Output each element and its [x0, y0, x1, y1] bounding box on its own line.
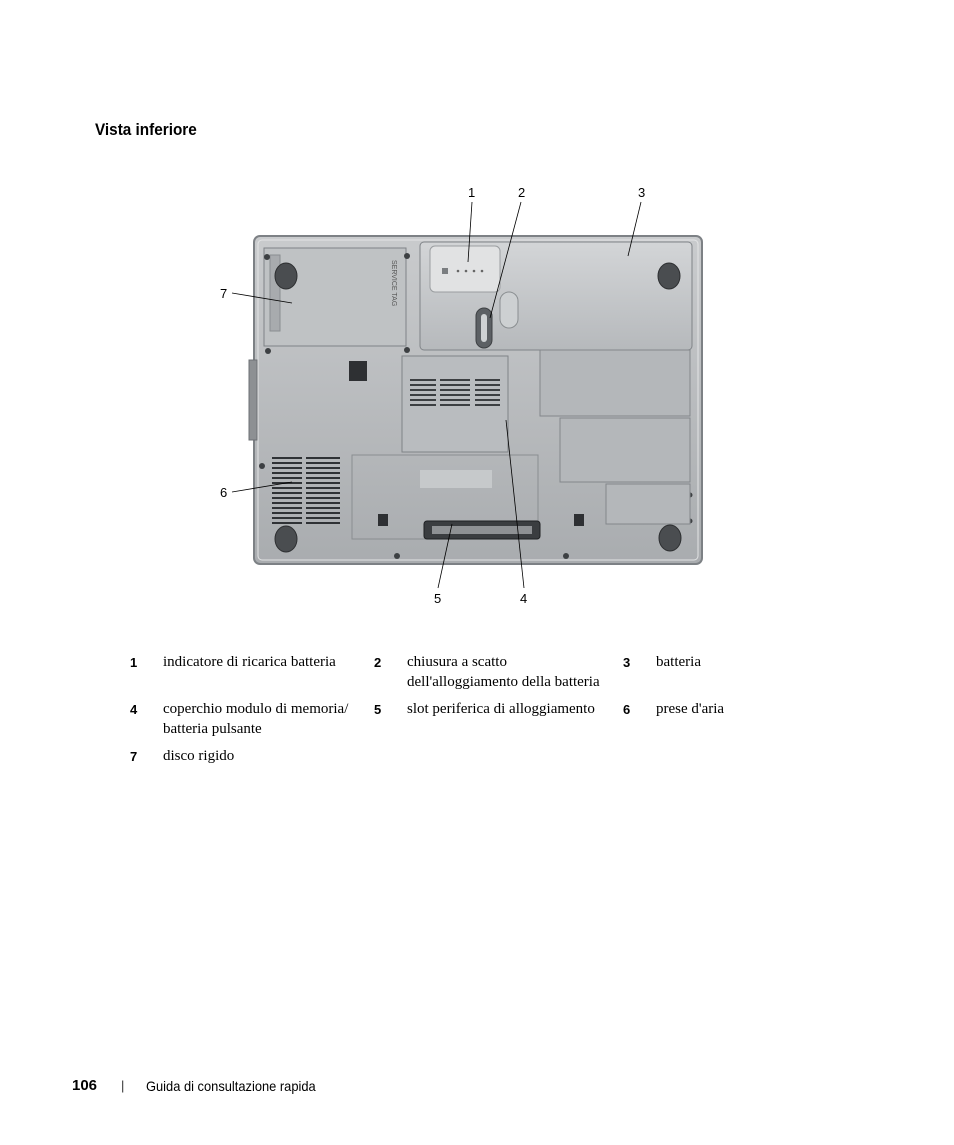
legend-number: 2 [374, 655, 382, 670]
dock-guide-right [574, 514, 584, 526]
legend-number: 3 [623, 655, 631, 670]
legend-row [130, 652, 770, 699]
legend-text: slot periferica di alloggiamento [407, 701, 595, 717]
page-number: 106 [72, 1077, 98, 1094]
legend-text: batteria [656, 654, 701, 670]
legend-number: 6 [623, 702, 631, 717]
callout-1: 1 [468, 185, 476, 200]
memory-module-cover [402, 356, 508, 452]
callout-6: 6 [220, 485, 228, 500]
service-tag-label: SERVICE TAG [390, 260, 397, 307]
footer-separator: | [121, 1078, 125, 1093]
battery [420, 242, 692, 350]
legend-text: indicatore di ricarica batteria [163, 654, 336, 670]
callout-2: 2 [518, 185, 526, 200]
docking-connector [424, 521, 540, 539]
callout-3: 3 [638, 185, 646, 200]
legend-text: coperchio modulo di memoria/ batteria pulsante [163, 701, 349, 737]
battery-release-latch [476, 308, 492, 348]
sensor-square [349, 361, 367, 381]
callout-4: 4 [520, 591, 528, 606]
dock-guide-left [378, 514, 388, 526]
legend-number: 7 [130, 749, 138, 764]
legend-text: chiusura a scatto dell'alloggiamento della batteria [407, 654, 600, 690]
legend-text: prese d'aria [656, 701, 725, 717]
legend-number: 5 [374, 702, 382, 717]
callout-5: 5 [434, 591, 442, 606]
section-title: Vista inferiore [95, 120, 197, 139]
legend-number: 1 [130, 655, 138, 670]
legend-row [130, 699, 770, 746]
legend-row [130, 746, 770, 774]
callout-legend-table [130, 652, 770, 774]
document-title: Guida di consultazione rapida [146, 1077, 317, 1094]
page-footer [72, 1077, 331, 1094]
callout-7: 7 [220, 286, 228, 301]
legend-number: 4 [130, 702, 138, 717]
legend-text: disco rigido [163, 748, 235, 764]
